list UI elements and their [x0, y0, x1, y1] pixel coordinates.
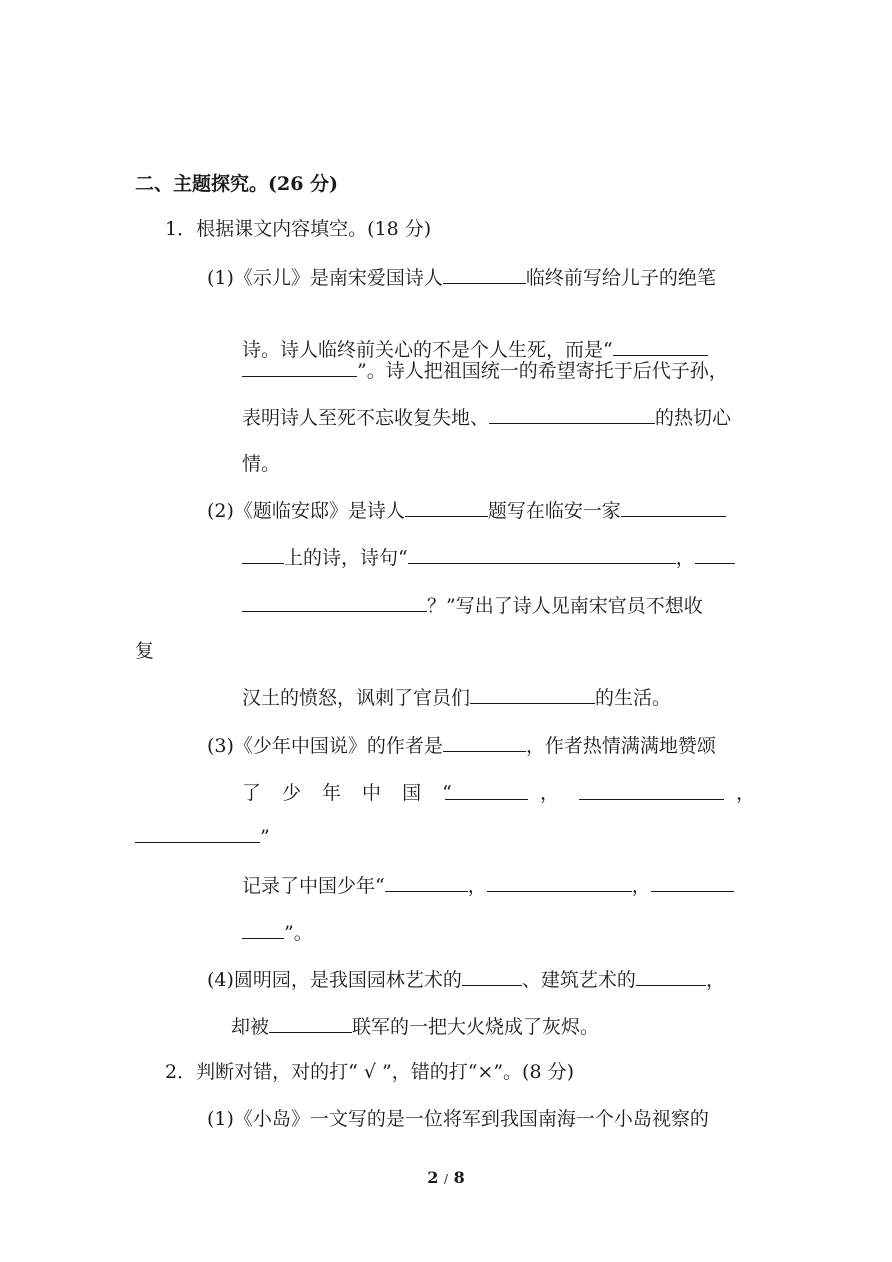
text: ”。诗人把祖国统一的希望寄托于后代子孙， — [357, 360, 728, 382]
text: 年 — [322, 782, 342, 804]
text: 中 — [362, 782, 382, 804]
text: 的生活。 — [595, 687, 672, 709]
text: 少 — [282, 782, 302, 804]
q1-p1-line3 — [242, 356, 728, 385]
blank[interactable] — [613, 335, 708, 356]
q1-p4-line2 — [231, 1012, 599, 1041]
text: 题写在临安一家 — [487, 500, 621, 522]
q1-p1-line1 — [207, 263, 716, 292]
text: 、建筑艺术的 — [521, 969, 636, 991]
blank[interactable] — [445, 779, 528, 800]
text: (1)《示儿》是南宋爱国诗人 — [207, 267, 443, 289]
blank[interactable] — [242, 591, 427, 612]
text: ？”写出了诗人见南宋官员不想收 — [427, 595, 703, 617]
text: ” — [260, 826, 270, 848]
blank[interactable] — [636, 965, 706, 986]
q1-p3-line1 — [207, 731, 716, 760]
q2-p1: (1)《小岛》一文写的是一位将军到我国南海一个小岛视察的 — [207, 1108, 709, 1130]
q1-p4-line1 — [207, 965, 725, 994]
blank[interactable] — [621, 496, 726, 517]
blank[interactable] — [651, 871, 734, 892]
text: 上的诗，诗句“ — [284, 547, 408, 569]
text: 国 — [402, 782, 422, 804]
q1-p2-line1 — [207, 496, 726, 525]
page-footer — [0, 1168, 892, 1187]
q1-p1-line4 — [242, 403, 731, 432]
blank[interactable] — [443, 731, 526, 752]
text: ， — [467, 875, 487, 897]
q1-p3-comma1: ， — [540, 782, 560, 804]
text: (3)《少年中国说》的作者是 — [207, 735, 443, 757]
text: 汉土的愤怒，讽刺了官员们 — [242, 687, 471, 709]
blank[interactable] — [242, 356, 357, 377]
blank[interactable] — [135, 822, 260, 843]
text: (4)圆明园，是我国园林艺术的 — [207, 969, 462, 991]
blank[interactable] — [385, 871, 468, 892]
q1-p3-line3 — [135, 822, 270, 851]
q1-p2-line4: 复 — [135, 640, 155, 662]
blank[interactable] — [462, 965, 522, 986]
blank[interactable] — [242, 543, 284, 564]
text: ”。 — [284, 922, 313, 944]
q1-p3-line5 — [242, 918, 313, 947]
page-total: 8 — [453, 1168, 465, 1187]
blank[interactable] — [470, 683, 595, 704]
q1-p2-line5 — [242, 683, 671, 712]
text: 的热切心 — [655, 407, 732, 429]
text: “ — [442, 782, 452, 804]
text: 诗。诗人临终前关心的不是个人生死，而是“ — [242, 339, 613, 361]
section-heading: 二、主题探究。(26 分) — [135, 173, 339, 195]
blank[interactable] — [242, 918, 284, 939]
blank[interactable] — [443, 263, 526, 284]
text: 却被 — [231, 1016, 270, 1038]
text: 联军的一把大火烧成了灰烬。 — [352, 1016, 600, 1038]
q2-stem: 2．判断对错，对的打“ √ ”，错的打“×”。(8 分) — [165, 1061, 575, 1083]
text: 临终前写给儿子的绝笔 — [525, 267, 716, 289]
q1-p2-line3 — [242, 591, 703, 620]
blank[interactable] — [489, 403, 655, 424]
blank[interactable] — [408, 543, 676, 564]
q1-p3-line4 — [242, 871, 734, 900]
q1-stem: 1．根据课文内容填空。(18 分) — [165, 218, 432, 240]
blank[interactable] — [579, 779, 724, 800]
blank[interactable] — [487, 871, 632, 892]
q1-p1-line5: 情。 — [242, 453, 281, 475]
text: ，作者热情满满地赞颂 — [525, 735, 716, 757]
q1-p3-line2 — [242, 779, 473, 807]
text: ， — [631, 875, 651, 897]
blank[interactable] — [695, 543, 735, 564]
text: (2)《题临安邸》是诗人 — [207, 500, 405, 522]
text: ， — [705, 969, 725, 991]
blank[interactable] — [405, 496, 488, 517]
blank[interactable] — [269, 1012, 352, 1033]
text: ， — [675, 547, 695, 569]
text: 表明诗人至死不忘收复失地、 — [242, 407, 490, 429]
q1-p2-line2 — [242, 543, 735, 572]
text: 了 — [242, 782, 262, 804]
page-separator: / — [443, 1172, 449, 1186]
q1-p3-comma2: ， — [736, 782, 756, 804]
text: 记录了中国少年“ — [242, 875, 385, 897]
page-number: 2 — [427, 1168, 439, 1187]
